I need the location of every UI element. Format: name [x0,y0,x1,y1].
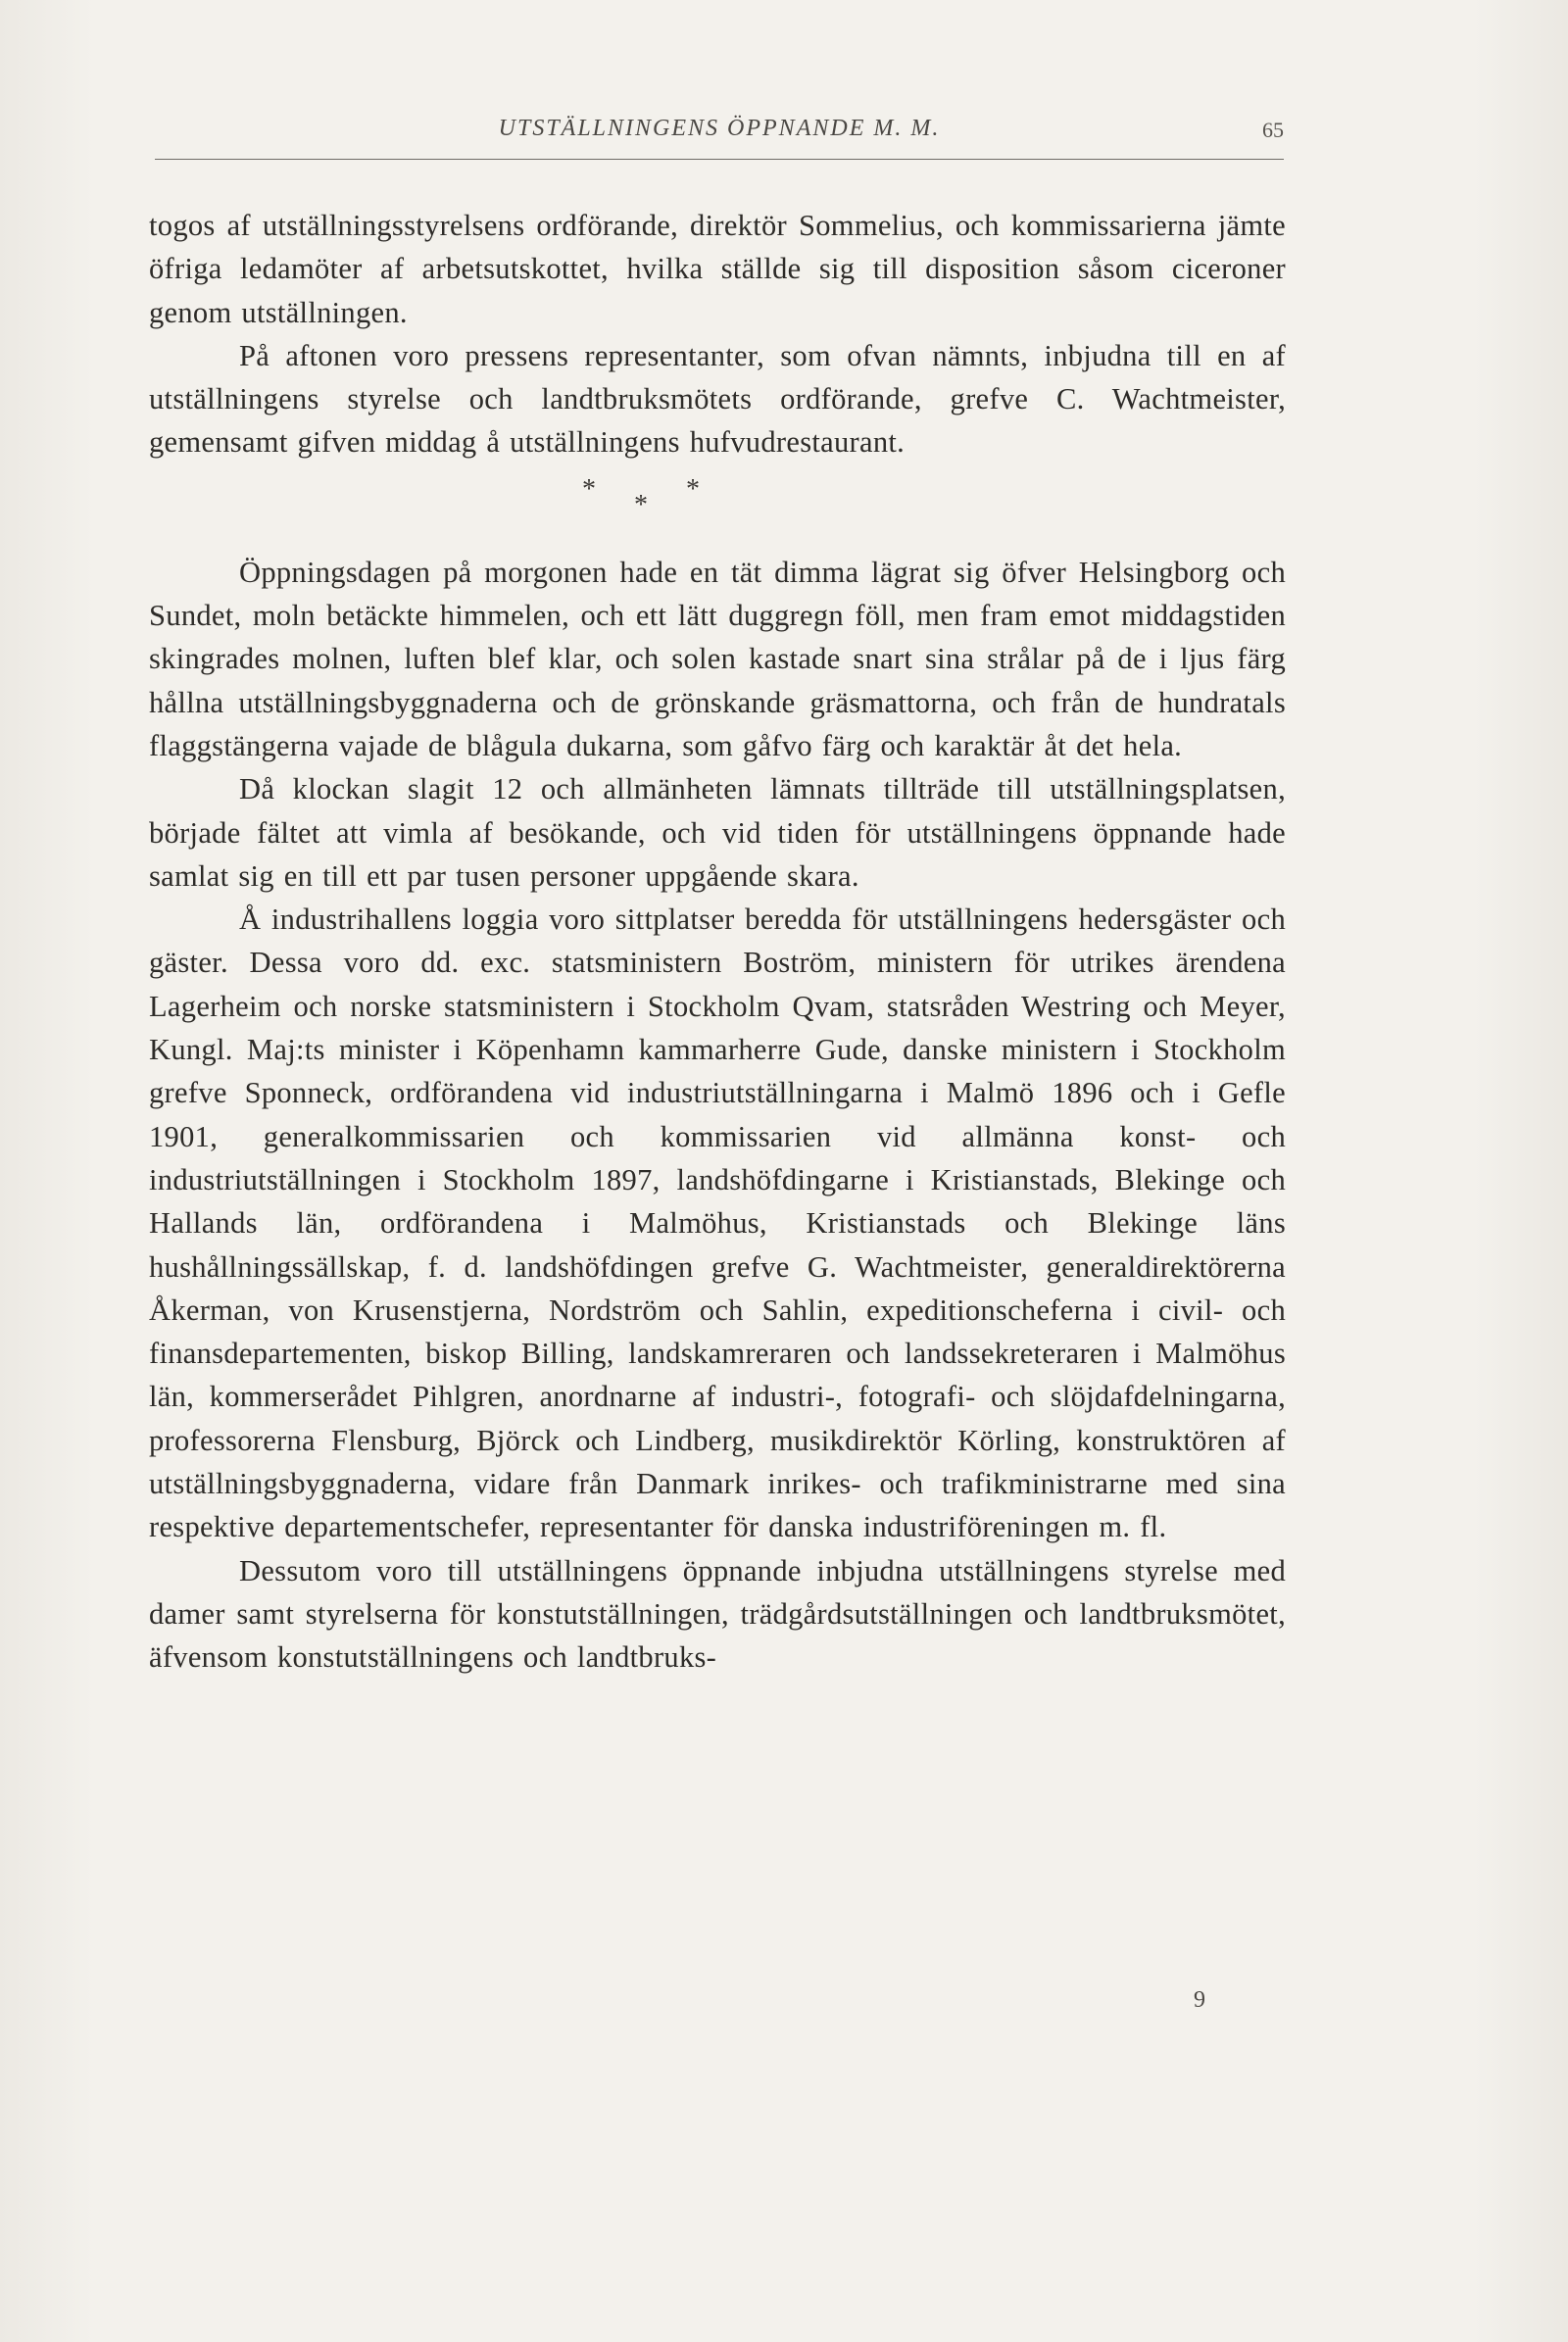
paragraph-6: Dessutom voro till utställningens öppnande inbjudna utställningens styrelse med damer samt styrelserna för konstutställningen, trädgårdsutställningen och landtbruksmötet, äfvensom konstutställningens och landtbruks- [149,1553,1286,1675]
separator-star-right: * [686,473,701,505]
paragraph-1: togos af utställningsstyrelsens ordförande, direktör Sommelius, och kommissarierna jämte öfriga ledamöter af arbetsutskottet, hvilka ställde sig till disposition såsom ciceroner genom utställningen. [149,209,1286,329]
signature-mark: 9 [1194,1987,1205,2013]
running-title: UTSTÄLLNINGENS ÖPPNANDE M. M. [498,116,941,141]
paragraph-4: Då klockan slagit 12 och allmänheten lämnats tillträde till utställningsplatsen, började fältet att vimla af besökande, och vid tiden för utställningens öppnande hade samlat sig en till ett par tusen personer uppgående skara. [149,772,1286,893]
paragraph-5: Å industrihallens loggia voro sittplatser beredda för utställningens hedersgäster och gäster. Dessa voro dd. exc. statsministern Boström, ministern för utrikes ärendena Lagerheim och norske statsministern i Stockholm Qvam, statsråden Westring och Meyer, Kungl. Maj:ts minister i Köpenhamn kammarherre Gude, danske ministern i Stockholm grefve Sponneck, ordförandena vid industriutställningarna i Malmö 1896 och i Gefle 1901, generalkommissarien och kommissarien vid allmänna konst- och industriutställningen i Stockholm 1897, landshöfdingarne i Kristianstads, Blekinge och Hallands län, ordförandena i Malmöhus, Kristianstads och Blekinge läns hushållningssällskap, f. d. landshöfdingen grefve G. Wachtmeister, generaldirektörerna Åkerman, von Krusenstjerna, Nordström och Sahlin, expeditionscheferna i civil- och finansdepartementen, biskop Billing, landskamreraren och landssekreteraren i Malmöhus län, kommerserådet Pihlgren, anordnarne af industri-, fotografi- och slöjdafdelningarna, professorerna Flensburg, Björck och Lindberg, musikdirektör Körling, konstruktören af utställningsbyggnaderna, vidare från Danmark inrikes- och trafikministrarne med sina respektive departementschefer, representanter för danska industriföreningen m. fl. [149,903,1286,1544]
separator-star-left: * [582,473,597,505]
paragraph-3: Öppningsdagen på morgonen hade en tät dimma lägrat sig öfver Helsingborg och Sundet, moln betäckte himmelen, och ett lätt duggregn föll, men fram emot middagstiden skingrades molnen, luften blef klar, och solen kastade snart sina strålar på de i ljus färg hållna utställningsbyggnaderna och de grönskande gräsmattorna, och från de hundratals flaggstängerna vajade de blågula dukarna, som gåfvo färg och karaktär åt det hela. [149,555,1286,762]
page-header [155,116,1284,160]
paragraph-2: På aftonen voro pressens representanter, som ofvan nämnts, inbjudna till en af utställningens styrelse och landtbruksmötets ordförande, grefve C. Wachtmeister, gemensamt gifven middag å utställningens hufvudrestaurant. [149,338,1286,460]
page-number: 65 [1262,118,1284,142]
section-separator [149,464,1286,551]
separator-star-bottom: * [634,489,649,520]
body-text [149,204,1286,1680]
